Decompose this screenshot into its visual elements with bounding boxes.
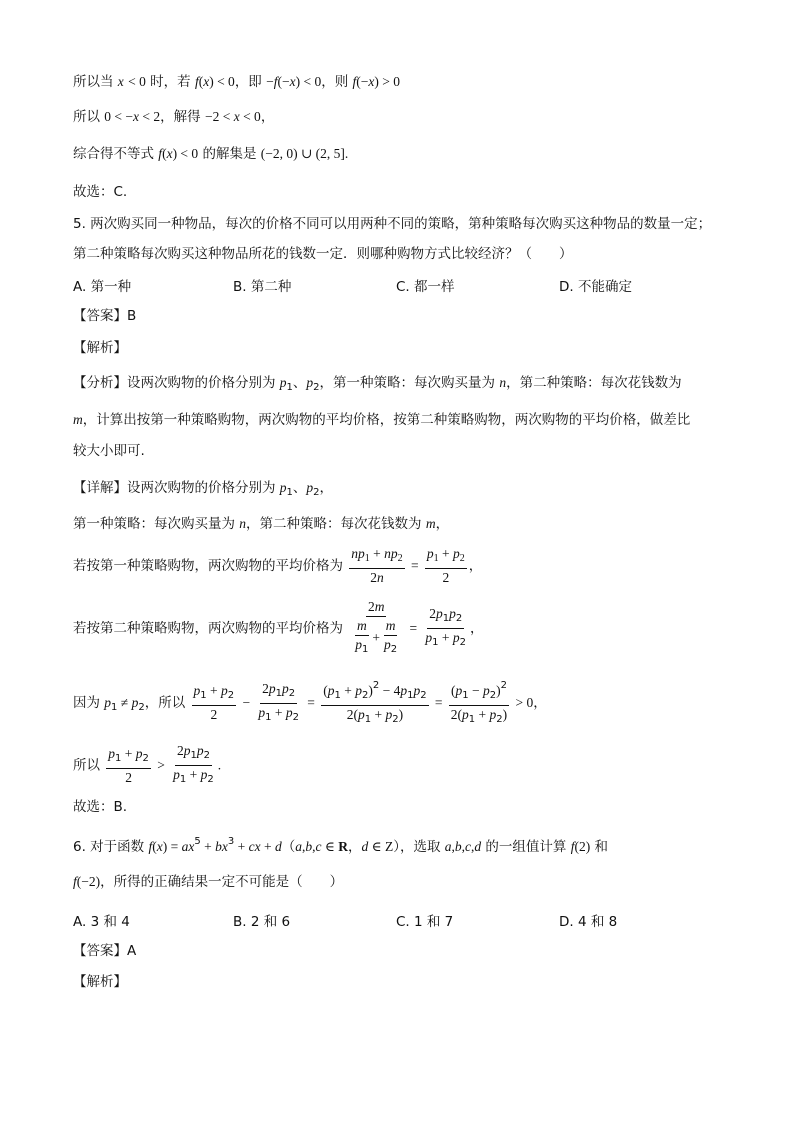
q6-option-a: A. 3 和 4 <box>73 914 130 930</box>
text-line-1: 所以当 x < 0 时，若 f(x) < 0，即 −f(−x) < 0，则 f(−x) > 0 <box>73 74 400 90</box>
q6-option-b: B. 2 和 6 <box>233 914 291 930</box>
q5-option-a: A. 第一种 <box>73 279 132 295</box>
answer-5: 【答案】B <box>73 308 137 324</box>
q5-option-b: B. 第二种 <box>233 279 292 295</box>
avg-price-1-label: 若按第一种策略购物，两次购物的平均价格为 <box>73 558 343 574</box>
fenxi-line-3: 较大小即可. <box>73 443 145 459</box>
q6-option-c: C. 1 和 7 <box>396 914 454 930</box>
fraction-2p1p2: $\frac{2p_1p_2}{p_1 + p_2}$ <box>425 606 467 648</box>
detail-line-3: 若按第一种策略购物，两次购物的平均价格为 $\frac{np_1 + np_2}{2n}$ = $\frac{p_1 + p_2}{2}$ ， <box>73 546 483 585</box>
text-line-2: 所以 0 < −x < 2，解得 −2 < x < 0， <box>73 109 275 125</box>
q5-option-c: C. 都一样 <box>396 279 455 295</box>
analysis-label-5: 【解析】 <box>73 340 127 356</box>
fraction-harmonic: 2m $\frac{m}{p_1}$ + $\frac{m}{p_2}$ <box>355 599 398 655</box>
fenxi-line-2: m，计算出按第一种策略购物，两次购物的平均价格，按第二种策略购物，两次购物的平均价格，做差比 <box>73 412 691 428</box>
q6-option-d: D. 4 和 8 <box>559 914 618 930</box>
question-5-line-2: 第二种策略每次购买这种物品所花的钱数一定．则哪种购物方式比较经济？（ ） <box>73 246 573 262</box>
detail-line-4: 若按第二种策略购物，两次购物的平均价格为 2m $\frac{m}{p_1}$ + $\frac{m}{p_2}$ = $\frac{2p_1p_2}{p_1 + p_2}$ ， <box>73 598 484 659</box>
question-6-line-1: 6. 对于函数 $f(x) = ax^5 + bx^3$ + cx + d（a,b,c ∈ R，d ∈ Z），选取 a,b,c,d 的一组值计算 f(2) 和 <box>73 836 609 855</box>
choice-line-b: 故选：B. <box>73 799 128 815</box>
text-line-3: 综合得不等式 f(x) < 0 的解集是 (−2, 0) ∪ (2, 5]. <box>73 146 349 162</box>
detail-line-6: 所以 $\frac{p_1 + p_2}{2}$ > $\frac{2p_1p_2}{p_1 + p_2}$ . <box>73 743 222 785</box>
q5-option-d: D. 不能确定 <box>559 279 632 295</box>
fraction-p-avg: $\frac{p_1 + p_2}{2}$ <box>426 546 465 585</box>
analysis-label-6: 【解析】 <box>73 974 127 990</box>
question-6-line-2: f(−2)，所得的正确结果一定不可能是（ ） <box>73 874 344 890</box>
fenxi-line-1: 【分析】设两次购物的价格分别为 $p_1$、$p_2$，第一种策略：每次购买量为 n，第二种策略：每次花钱数为 <box>73 375 682 393</box>
answer-6: 【答案】A <box>73 943 137 959</box>
detail-line-5: 因为 $p_1 \ne p_2$，所以 $\frac{p_1 + p_2}{2}$ − $\frac{2p_1p_2}{p_1 + p_2}$ = $\frac{(p_1 + p_2)^2 - 4p_1p_2}{2(p_1 + p_2)}$ = $\frac{(p_1 - p_2)^2}{2(p_1 + p_2)}$ > 0， <box>73 677 547 729</box>
fraction-np: $\frac{np_1 + np_2}{2n}$ <box>351 546 403 585</box>
question-5-line-1: 5. 两次购买同一种物品，每次的价格不同可以用两种不同的策略，第种策略每次购买这种物品的数量一定； <box>73 216 712 232</box>
detail-line-1: 【详解】设两次购物的价格分别为 $p_1$、$p_2$， <box>73 480 334 498</box>
detail-line-2: 第一种策略：每次购买量为 n，第二种策略：每次花钱数为 m， <box>73 516 450 532</box>
choice-line-c: 故选：C. <box>73 184 128 200</box>
avg-price-2-label: 若按第二种策略购物，两次购物的平均价格为 <box>73 620 343 637</box>
